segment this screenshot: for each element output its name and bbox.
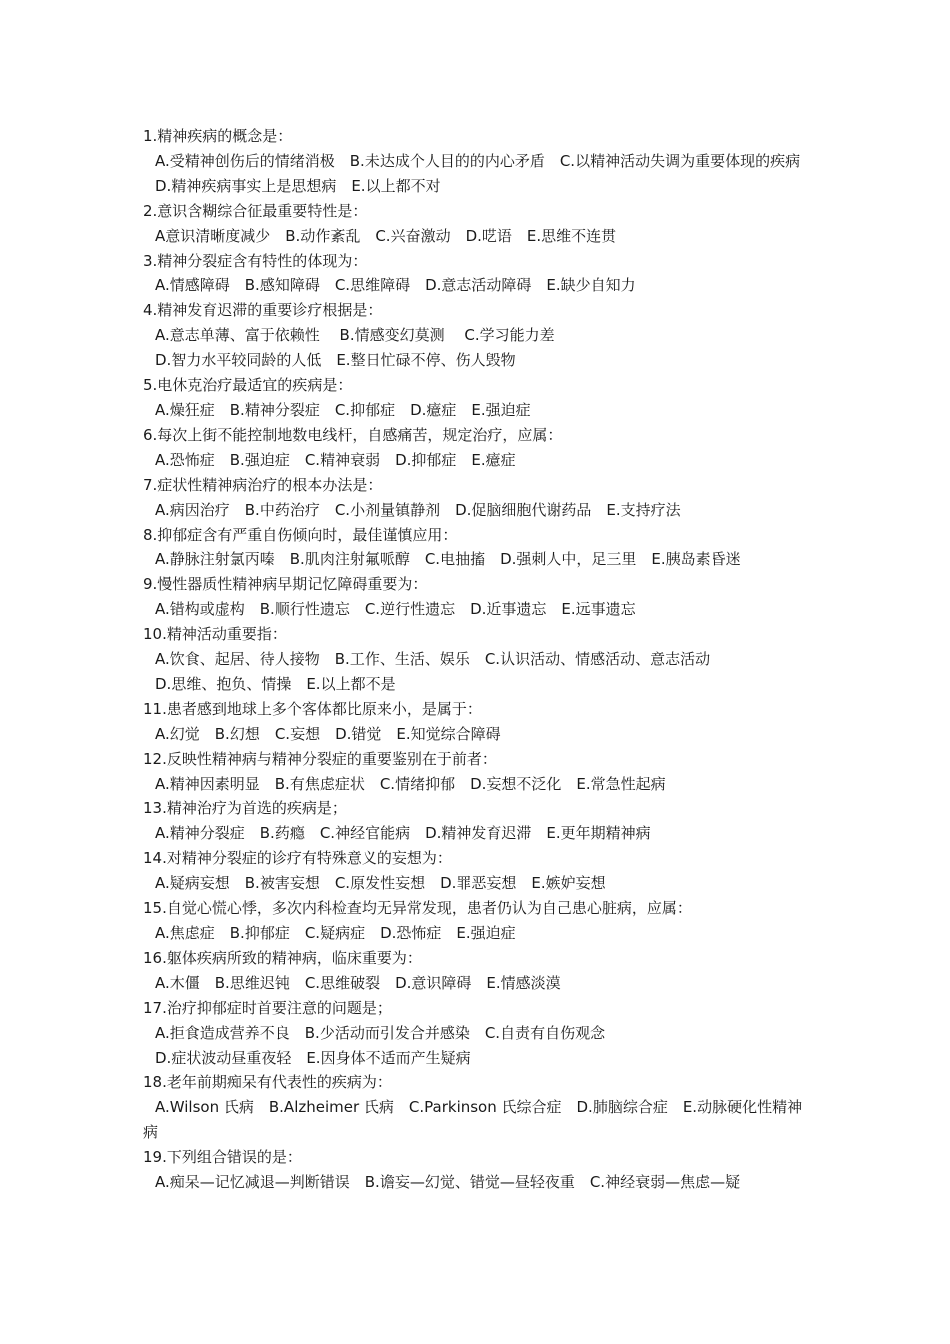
- question-line: 15.自觉心慌心悸，多次内科检查均无异常发现，患者仍认为自己患心脏病，应属：: [143, 899, 692, 918]
- option-line: A意识清晰度减少 B.动作紊乱 C.兴奋激动 D.呓语 E.思维不连贯: [155, 226, 617, 245]
- question-line: 7.症状性精神病治疗的根本办法是：: [143, 475, 383, 494]
- option-line: D.症状波动昼重夜轻 E.因身体不适而产生疑病: [155, 1048, 471, 1067]
- question-line: 9.慢性器质性精神病早期记忆障碍重要为：: [143, 575, 428, 594]
- option-line: A.燥狂症 B.精神分裂症 C.抑郁症 D.癔症 E.强迫症: [155, 400, 531, 419]
- option-line: A.精神因素明显 B.有焦虑症状 C.情绪抑郁 D.妄想不泛化 E.常急性起病: [155, 774, 666, 793]
- option-line: A.意志单薄、富于依赖性 B.情感变幻莫测 C.学习能力差: [155, 326, 555, 345]
- option-line: A.静脉注射氯丙嗪 B.肌肉注射氟哌醇 C.电抽搐 D.强刺人中，足三里 E.胰岛素昏迷: [155, 550, 741, 569]
- option-line: A.木僵 B.思维迟钝 C.思维破裂 D.意识障碍 E.情感淡漠: [155, 973, 561, 992]
- question-line: 10.精神活动重要指：: [143, 625, 287, 644]
- question-line: 8.抑郁症含有严重自伤倾向时，最佳谨慎应用：: [143, 525, 458, 544]
- question-line: 13.精神治疗为首选的疾病是；: [143, 799, 347, 818]
- question-line: 19.下列组合错误的是：: [143, 1148, 302, 1167]
- question-line: 2.意识含糊综合征最重要特性是：: [143, 201, 368, 220]
- option-line: A.恐怖症 B.强迫症 C.精神衰弱 D.抑郁症 E.癔症: [155, 450, 516, 469]
- option-line: A.受精神创伤后的情绪消极 B.未达成个人目的的内心矛盾 C.以精神活动失调为重要体现的疾病: [155, 151, 801, 170]
- option-line: A.饮食、起居、待人接物 B.工作、生活、娱乐 C.认识活动、情感活动、意志活动: [155, 650, 711, 669]
- option-line: A.疑病妄想 B.被害妄想 C.原发性妄想 D.罪恶妄想 E.嫉妒妄想: [155, 874, 606, 893]
- question-line: 11.患者感到地球上多个客体都比原来小，是属于：: [143, 699, 482, 718]
- question-line: 1.精神疾病的概念是：: [143, 127, 293, 145]
- option-line: A.Wilson 氏病 B.Alzheimer 氏病 C.Parkinson 氏综合症 D.肺脑综合症 E.动脉硬化性精神病: [143, 1098, 803, 1142]
- question-line: 18.老年前期痴呆有代表性的疾病为：: [143, 1073, 392, 1092]
- option-line: A.拒食造成营养不良 B.少活动而引发合并感染 C.自责有自伤观念: [155, 1023, 606, 1042]
- question-line: 6.每次上街不能控制地数电线杆，自感痛苦，规定治疗，应属：: [143, 425, 563, 444]
- option-line: A.痴呆—记忆减退—判断错误 B.谵妄—幻觉、错觉—昼轻夜重 C.神经衰弱—焦虑—疑: [155, 1173, 741, 1192]
- option-line: A.错构或虚构 B.顺行性遗忘 C.逆行性遗忘 D.近事遗忘 E.远事遗忘: [155, 600, 636, 619]
- option-line: A.病因治疗 B.中药治疗 C.小剂量镇静剂 D.促脑细胞代谢药品 E.支持疗法: [155, 500, 681, 519]
- option-line: A.幻觉 B.幻想 C.妄想 D.错觉 E.知觉综合障碍: [155, 724, 501, 743]
- option-line: D.精神疾病事实上是思想病 E.以上都不对: [155, 176, 441, 195]
- question-line: 3.精神分裂症含有特性的体现为：: [143, 251, 368, 270]
- question-line: 5.电休克治疗最适宜的疾病是：: [143, 376, 353, 395]
- document-page: [143, 124, 811, 1195]
- question-line: 14.对精神分裂症的诊疗有特殊意义的妄想为：: [143, 849, 452, 868]
- option-line: A.精神分裂症 B.药瘾 C.神经官能病 D.精神发育迟滞 E.更年期精神病: [155, 824, 651, 843]
- question-line: 17.治疗抑郁症时首要注意的问题是；: [143, 998, 392, 1017]
- option-line: A.焦虑症 B.抑郁症 C.疑病症 D.恐怖症 E.强迫症: [155, 924, 516, 942]
- question-line: 4.精神发育迟滞的重要诊疗根据是：: [143, 301, 383, 320]
- option-line: D.思维、抱负、情操 E.以上都不是: [155, 674, 396, 693]
- question-line: 16.躯体疾病所致的精神病，临床重要为：: [143, 948, 422, 967]
- option-line: D.智力水平较同龄的人低 E.整日忙碌不停、伤人毁物: [155, 351, 516, 370]
- option-line: A.情感障碍 B.感知障碍 C.思维障碍 D.意志活动障碍 E.缺少自知力: [155, 276, 636, 295]
- question-line: 12.反映性精神病与精神分裂症的重要鉴别在于前者：: [143, 749, 497, 768]
